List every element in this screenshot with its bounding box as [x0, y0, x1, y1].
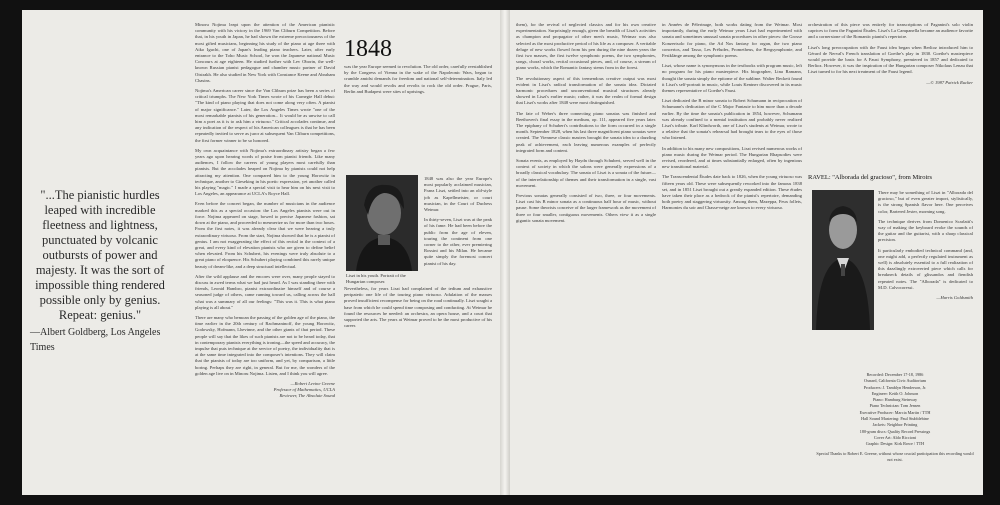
- credit-line: Piano: Hamburg Steinway: [872, 397, 918, 403]
- credit-line: Piano Technician: Tom Jensen: [869, 403, 921, 409]
- liszt-weimar-text: [424, 176, 492, 281]
- liszt-sonata-column-3: [808, 22, 973, 164]
- ravel-signature: —Harris Goldsmith: [936, 295, 973, 301]
- pull-quote-attribution: —Albert Goldberg, Los Angeles Times: [30, 327, 161, 353]
- essay-paragraph: Liszt dedicated the B minor sonata to Robert Schumann in reciprocation of Schumann's dedication of the C Major Fantasie to him more than a decade earlier. By the time the sonata's publication in 1854, however, Schumann was already confined to a mental institution and probably never realized Liszt's tribute. Karl Klindworth, one of Liszt's students at Weimar, wrote to a relative that the sonata's rehearsal had brought tears to the eyes of those who listened.: [662, 98, 802, 141]
- credit-line: 180-gram discs: Quality Record Pressings: [859, 428, 931, 434]
- essay-paragraph: The Transcendental Études date back to 1826, when the young virtuoso was fifteen years old. These were subsequently reworked into the famous 1838 set, and in 1851 Liszt brought out a greatly expanded edition. These études have taken their place as a bedrock of the pianist's repertoire, demanding both poetry and staggering virtuosity. Among them, Mazeppa, Feux follets, Harmonies du soir and Chasse-neige are known to every virtuoso.: [662, 174, 802, 211]
- ravel-notes-text: [878, 190, 973, 360]
- essay-paragraph: 1848 was also the year Europe's most popularly acclaimed musician, Franz Liszt, settled into an old-style job as Kapellmeister, or court musician, in the Court of Duchess Weimar.: [424, 176, 492, 213]
- essay-signature: —Robert Levine Greene: [290, 380, 335, 386]
- credit-line: Recorded: December 17-18, 1986: [866, 372, 924, 377]
- liszt-career-text: [344, 286, 492, 486]
- essay-paragraph: There are many who bemoan the passing of the golden age of the piano, the time earlier in the 20th century of Rachmaninoff, the young Horowitz, Godowsky, Hofmann, Lhevinne, and the other giants of that period. These people will say that the likes of such pianists are not to be heard today, that in contemporary pianists everything is ironing—the speed and accuracy, the impulse that puts technique at the service of poetry, the individuality that is at the same time integrated into the composer's intentions. They will claim that the pianists of today are too uniform, and yet, by comparison, a little boring. Perhaps they are right, in general. But for me, the wonders of the golden age live on in Minoru Nojima. Listen, and I think you will agree.: [195, 314, 335, 376]
- pull-quote-text: "...The pianistic hurdles leaped with incredible fleetness and lightness, punctuated by volcanic outbursts of power and majesty. It was the sort of impossible thing rendered possible only by genius. Repeat: genius.": [35, 188, 165, 322]
- credit-line: Cover Art: Aldo Riccioni: [873, 434, 917, 440]
- essay-paragraph: The technique derives from Domenico Scarlatti's way of making the keyboard evoke the sounds of the guitar and the guitarist, with a sharp classical precision.: [878, 218, 973, 243]
- portrait-caption: Liszt in his youth. Portrait of the Hungarian composer.: [346, 273, 406, 284]
- essay-paragraph: Sonata events, as employed by Haydn through Schubert, served well in the context of society in which the salons were generally expressions of a broadly classical vocabulary. The sonata of Liszt is a sonata of the future—of the interrelationship of themes and their transformation in a single, vast movement.: [516, 158, 656, 188]
- essay-paragraph: Previous sonatas generally consisted of two, three, or four movements. Liszt cast his B minor sonata as a continuous half hour of music, without pause. Some theorists conceive of the larger framework as the movement of three or four smaller, contiguous movements. Others view it as a single gigantic sonata movement.: [516, 193, 656, 223]
- essay-paragraph: was the year Europe seemed to revolution. The old order, carefully reestablished by the Congress of Vienna in the wake of the Napoleonic Wars, began to crumble amidst demands for freedom and national self-determination. Italy led the way and would revolts and revolts to rock the old order. Prague, Paris, Berlin and Budapest were sites of uprisings.: [344, 64, 492, 94]
- essay-paragraph: After the wild applause and the encores were over, many people stayed to discuss in awed terms what we had just heard. As I was standing there with friends, Leonid Hambro, pianist extraordinaire himself and of course a seasoned judge of others, came running toward us, calling across the hall what was a summary of all our feelings: "This was it. This is what piano playing is all about.": [195, 273, 335, 310]
- essay-paragraph: in Années de Pèlerinage, both works dating from the Weimar. Most importantly, during the early Weimar years Liszt had experimented with sonata and sometimes unusual sonata procedures in other pieces: the Grosse Konzertsolo for piano, the Ad Nos fantasy for organ, the two piano concertos, and Tasso, Les Préludes, Prometheus, the Bergsymphonie, and Festklänge among the symphonic poems.: [662, 22, 802, 59]
- essay-paragraph: Liszt's long preoccupation with the Faust idea began when Berlioz introduced him to Gérard de Nerval's French translation of Goethe's play in 1830. Goethe's masterpiece would provide the basis for A Faust Symphony, premiered in 1857 and dedicated to Berlioz. However, it was the inspiration of the Hungarian composer Nikolaus Lenau that Liszt turned to for his next treatment of the Faust legend.: [808, 44, 973, 75]
- credit-line: Engineer: Keith O. Johnson: [871, 390, 919, 396]
- nojima-essay-column: [195, 22, 335, 488]
- essay-paragraph: The fate of Weber's three connecting piano sonatas was finished and Beethoven's final essay in the medium, op. 111, appeared five years later. The epiphany of Schubert's contributions to the form occurred in a single month. September 1828, when his last three magnificent piano sonatas were created. The Viennese classic masters brought the sonata idea to a dazzling peak of achievement, each leaving numerous examples of perfectly integrated form and content.: [516, 110, 656, 153]
- essay-paragraph: them), for the revival of neglected classics and for his own creative experimentation. Surprisingly enough, given the breadth of Liszt's activities as champion and propagator of other men's music, Weimar was also selected as the most productive period of his life as a composer. A veritable deluge of new works flowed from his pen during the nine dozen years the first two masses, the first twelve symphonic poems, the two symphonies, songs, choral works, recital occasional pieces, and, of course, a stream of piano works, which the Romantic fantasy stems from in the forest.: [516, 22, 656, 71]
- ravel-heading: RAVEL: "Alborada del gracioso", from Miroirs: [808, 174, 932, 181]
- liszt-portrait-photo: [346, 175, 418, 271]
- credit-line: Jackets: Neighbor Printing: [872, 422, 918, 428]
- liszt-intro-text: [344, 64, 492, 174]
- essay-paragraph: It particularly embodied technical command (and, one might add, a perfectly regulated instrument as well) is absolutely essential to a full realization of this dazzlingly extroverted piece which calls for breakneck details of glissandos and fiendish repeated notes. The "Alborada" is dedicated to M.D. Calvocoressi.: [878, 247, 973, 290]
- pull-quote: [30, 188, 170, 355]
- credit-line: Oxnard, California Civic Auditorium: [863, 378, 927, 384]
- ravel-portrait-photo: [812, 190, 874, 330]
- essay-paragraph: In thirty-seven, Liszt was at the peak of his fame. He had been before the public from the age of eleven, touring the continent from one corner to the other, ever premiering Rossini and his Milan. He became quite simply the foremost concert pianist of his day.: [424, 217, 492, 266]
- essay-signature-title: Professor of Mathematics, UCLA: [273, 387, 335, 393]
- essay-paragraph: Minoru Nojima leapt upon the attention of the American pianistic community with his victory in the 1969 Van Cliburn Competition. Before that, in his youth in Japan, he had shown the extreme precociousness of the most gifted musicians, beginning his study of the piano at age three with Aiko Iguchi, one of Japan's leading piano teachers. Later, after early entrance to the Toho Music School, he won the Japanese national Music Concours at age eighteen. He studied further with Lev Oborin, the well-known Russian pianist pedagogue and chamber music partner of David Oistrakh. He also studied in New York with Constance Keene and Abraham Chasins.: [195, 22, 335, 83]
- portrait-image: [346, 175, 418, 271]
- essay-signature-publication: Reviewer, The Absolute Sound: [279, 393, 335, 399]
- credit-line: Executive Producer: Marcia Martin / TTH: [859, 409, 931, 415]
- credit-line: Graphic Design: Kirk Rowe / TTH: [865, 441, 925, 447]
- essay-paragraph: Liszt, whose name is synonymous in the textbooks with program music, left no program for his piano masterpiece. His biographer, Lina Ramann, thought the sonata simply the epitome of the sublime. Walter Beckett found it Liszt's self-portrait in music, while Louis Kentner discovered in its music themes representative of Goethe's Faust.: [662, 63, 802, 94]
- credit-line: Hall Sound Mastering: Paul Stubblebine: [861, 416, 929, 422]
- liszt-sonata-column-2: [662, 22, 802, 488]
- essay-paragraph: Even before the concert began, the number of musicians in the audience marked this as a special occasion: the Los Angeles pianists were out in force. Nojima appeared on stage, bowed to precise Japanese fashion, sat down at the piano, and proceeded to mesmerize us for more than two hours. From the first notes, it was already clear that we were hearing a truly extraordinary virtuoso. From the start, Nojima showed that he is a pianist of genius. I am not exaggerating the effect of this recital in the context of a great, and every kind of elevation pianists who are given to define belief when elevated. From his Schubert, his evenings were truly absolute to a great piano of eloquence. His Schubert playing combined this rarely unique beauty of dream-like, and a deep structural intellectual.: [195, 201, 335, 269]
- essay-paragraph: The revolutionary aspect of this tremendous creative output was most evident in Liszt's radical transformation of the sonata idea. Dictated harmonic procedures and unconventional musical structures already showed in Liszt's earlier music; rather, it was the realm of formal design that Liszt's works after 1848 were most distinguished.: [516, 75, 656, 106]
- essay-paragraph: There may be something of Liszt in "Alborada del gracioso," but of even greater import, stylistically, is the strong Spanish flavor here. One perceives color, Bartered Jester, morning song.: [878, 190, 973, 214]
- portrait-image: [812, 190, 874, 330]
- liszt-sonata-column-1: [516, 22, 656, 488]
- page-fold: [500, 10, 510, 495]
- special-thanks: Special Thanks to Robert E. Greene, without whose crucial participation this recording would not exist.: [816, 450, 974, 462]
- essay-paragraph: Nojima's American career since the Van Cliburn prize has been a series of critical triumphs. The New York Times wrote of his Carnegie Hall debut: "The kind of piano playing that does not come along very often. A pianist of major significance." Later, the Los Angeles Times wrote "one of the most remarkable pianists of his generation... It would be as unwise to call him a poet as it is to ask him a virtuoso." Critical accolades continue, and any indication of the respect of his American colleagues is that he has been repeatedly invited to serve as juror at subsequent Van Cliburn competitions, the first former winner to be so honored.: [195, 88, 335, 143]
- essay-signature: —© 1987 Patrick Rucker: [926, 79, 973, 85]
- essay-paragraph: Nevertheless, for years Liszt had complained of the tedium and exhaustive peripatetic one life of the touring piano virtuoso. Adulation of the masses proved insufficient recompense for being on the road continually. Liszt sought a base from which he could spend time composing and conducting. At Weimar he found the resources he needed: an orchestra, an opera house, and a court that supported the arts. The years at Weimar proved to be the most productive of his career.: [344, 286, 492, 329]
- essay-paragraph: orchestration of this piece was entirely for transcriptions of Paganini's solo violin caprices to form the Paganini Études. Liszt's La Campanella became an audience favorite and a cornerstone of the Romantic pianist's repertoire.: [808, 22, 973, 40]
- year-heading: 1848: [344, 36, 392, 62]
- recording-credits: [815, 372, 975, 463]
- credit-line: Producers: J. Tamblyn Henderson, Jr.: [863, 384, 927, 390]
- essay-paragraph: In addition to his many new compositions, Liszt revised numerous works of piano music during the Weimar period. The Hungarian Rhapsodies were revised, reordered, and at times substantially enlarged, often by ingenious new transitional material.: [662, 145, 802, 170]
- essay-paragraph: My own acquaintance with Nojima's extraordinary artistry began a few years ago upon hearing words of praise from pianist friends. Like many audiences, I follow the careers of young players most carefully than pianists. But the accolades heaped on Nojima by pianists could not help attracting my attention. One compared him to the young Horowitz in technique, another to Gieseking in his poetic expression, yet another called his playing "magic." I made a special visit to hear him on his next visit to Los Angeles, an appearance at UCLA's Royce Hall.: [195, 147, 335, 197]
